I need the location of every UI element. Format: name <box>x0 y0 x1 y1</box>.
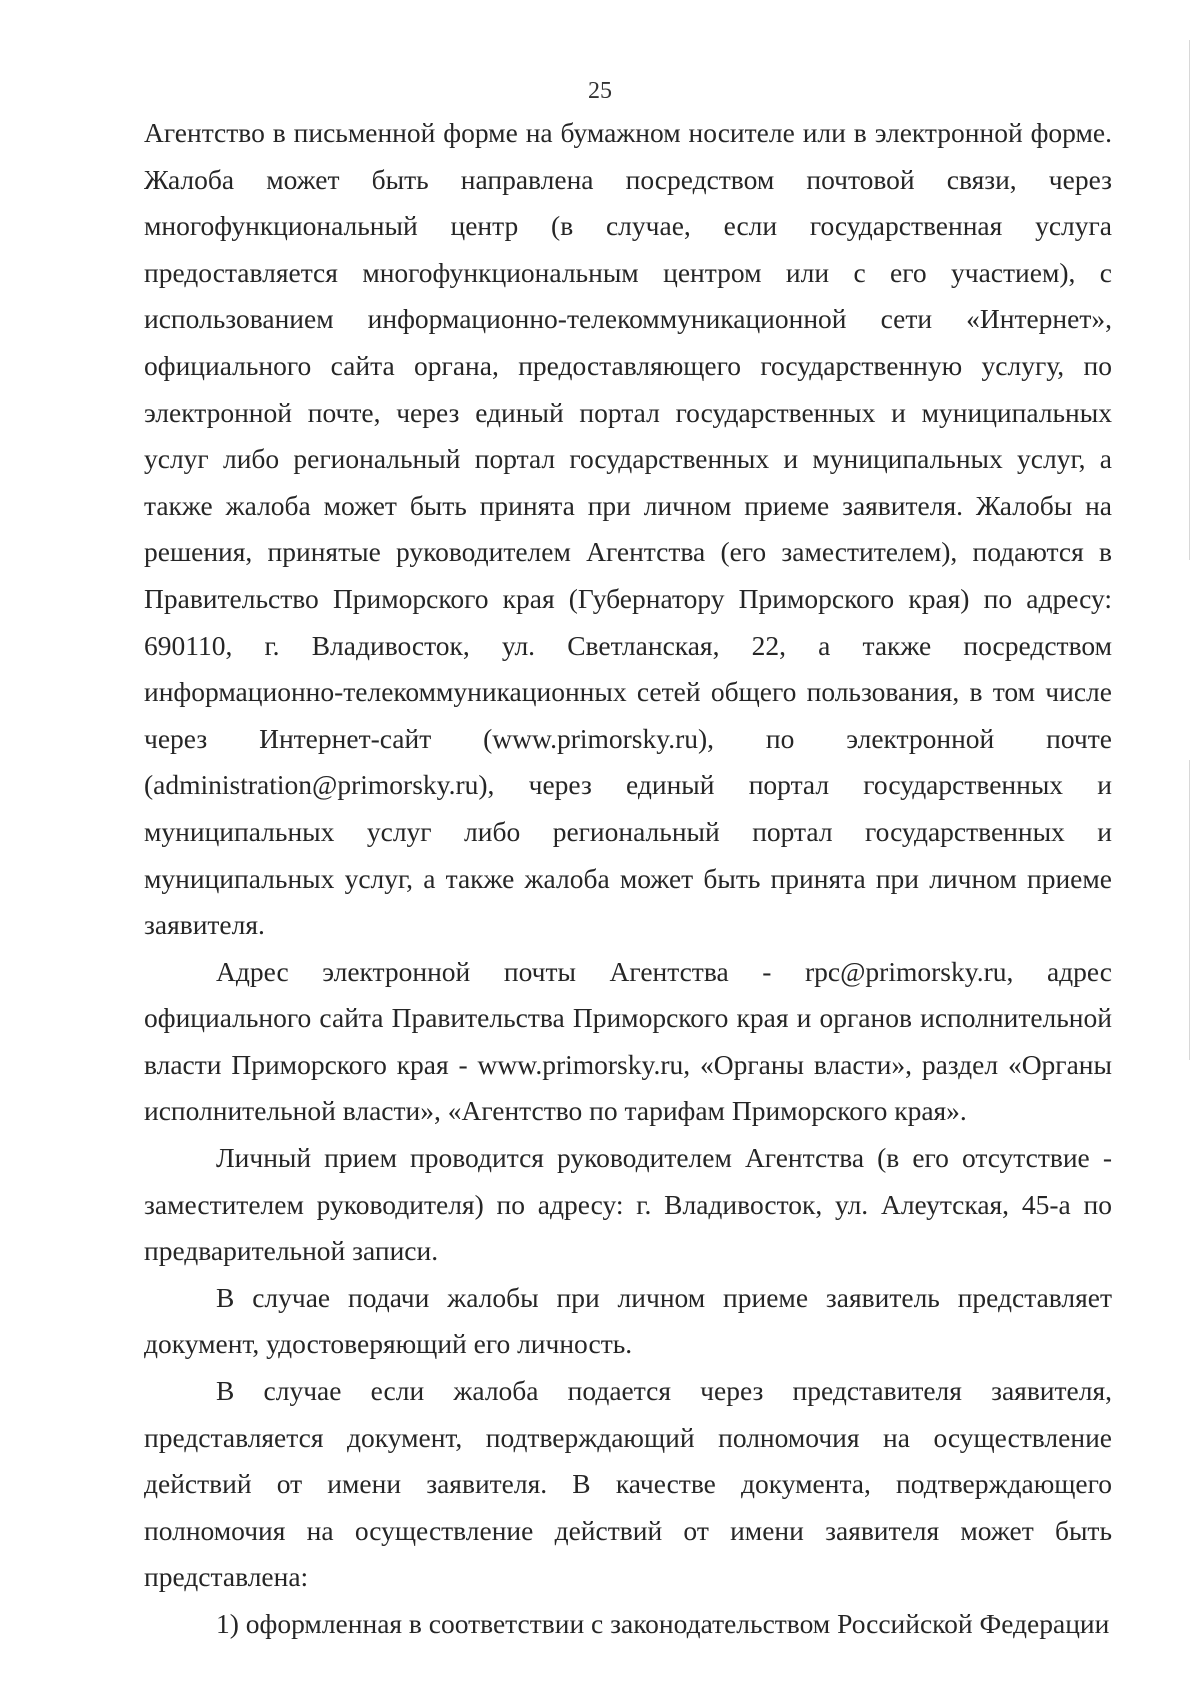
scan-edge-mark <box>1189 40 1190 560</box>
page-number: 25 <box>588 78 612 104</box>
paragraph-complaint-submission: Агентство в письменной форме на бумажном носителе или в электронной форме. Жалоба может быть направлена посредством почтовой связи, через многофункциональный центр (в случае, если государственная услуга предоставляется многофункциональным центром или с его участием), с использованием информационно-телекоммуникационной сети «Интернет», официального сайта органа, предоставляющего государственную услугу, по электронной почте, через единый портал государственных и муниципальных услуг либо региональный портал государственных и муниципальных услуг, а также жалоба может быть принята при личном приеме заявителя. Жалобы на решения, принятые руководителем Агентства (его заместителем), подаются в Правительство Приморского края (Губернатору Приморского края) по адресу: 690110, г. Владивосток, ул. Светланская, 22, а также посредством информационно-телекоммуникационных сетей общего пользования, в том числе через Интернет-сайт (www.primorsky.ru), по электронной почте (administration@primorsky.ru), через единый портал государственных и муниципальных услуг либо региональный портал государственных и муниципальных услуг, а также жалоба может быть принята при личном приеме заявителя. <box>144 117 1112 941</box>
paragraph-list-item-1: 1) оформленная в соответствии с законодательством Российской Федерации <box>216 1608 1110 1639</box>
paragraph-representative: В случае если жалоба подается через представителя заявителя, представляется документ, подтверждающий полномочия на осуществление действий от имени заявителя. В качестве документа, подтверждающего полномочия на осуществление действий от имени заявителя может быть представлена: <box>144 1375 1112 1593</box>
scan-edge-mark <box>1189 760 1190 1060</box>
paragraph-identity-document: В случае подачи жалобы при личном приеме заявитель представляет документ, удостоверяющий его личность. <box>144 1281 1112 1360</box>
document-body <box>144 110 1112 1648</box>
paragraph-agency-contacts: Адрес электронной почты Агентства - rpc@primorsky.ru, адрес официального сайта Правительства Приморского края и органов исполнительной власти Приморского края - www.primorsky.ru, «Органы власти», раздел «Органы исполнительной власти», «Агентство по тарифам Приморского края». <box>144 955 1112 1127</box>
paragraph-personal-reception: Личный прием проводится руководителем Агентства (в его отсутствие - заместителем руководителя) по адресу: г. Владивосток, ул. Алеутская, 45-а по предварительной записи. <box>144 1142 1112 1267</box>
